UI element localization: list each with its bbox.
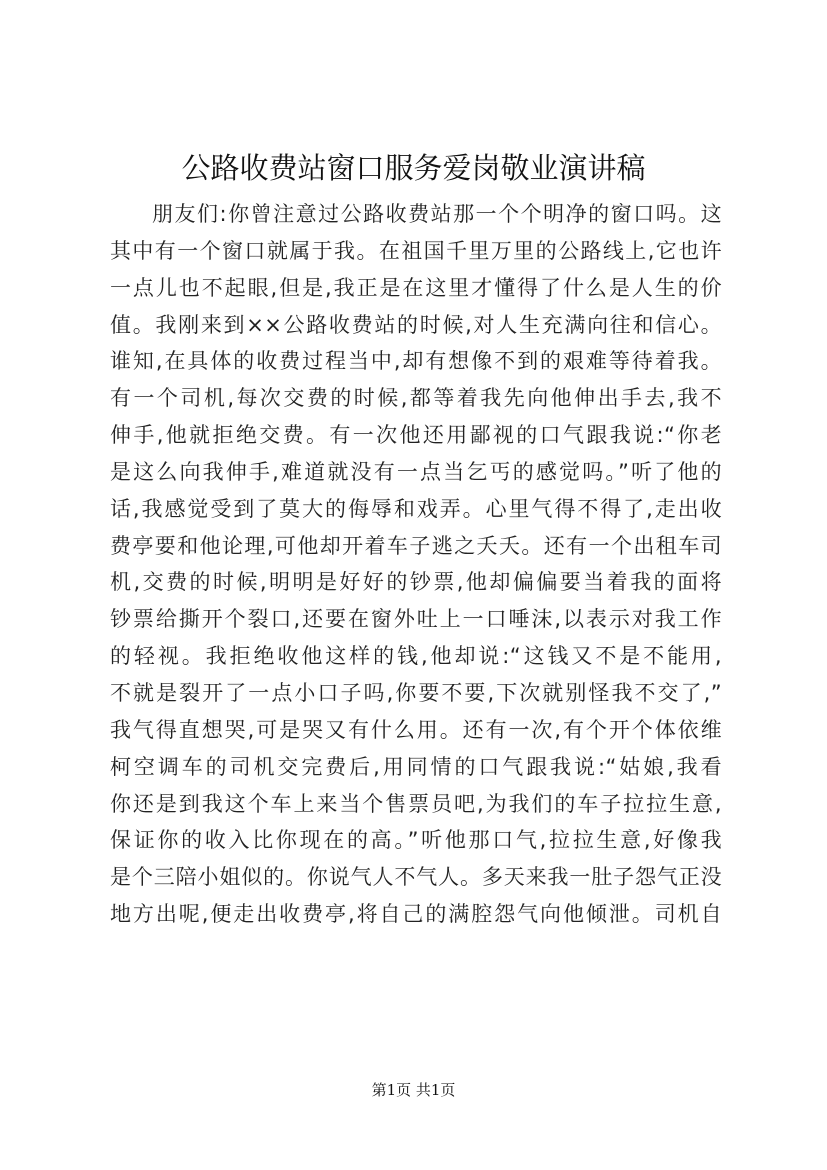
- body-line: 是个三陪小姐似的。你说气人不气人。多天来我一肚子怨气正没: [110, 865, 722, 890]
- body-line: 话,我感觉受到了莫大的侮辱和戏弄。心里气得不得了,走出收: [110, 496, 722, 521]
- body-line: 你还是到我这个车上来当个售票员吧,为我们的车子拉拉生意,: [110, 791, 722, 816]
- body-line: 朋友们:你曾注意过公路收费站那一个个明净的窗口吗。这: [152, 202, 722, 226]
- body-line: 地方出呢,便走出收费亭,将自己的满腔怨气向他倾泄。司机自: [110, 902, 722, 927]
- body-line: 钞票给撕开个裂口,还要在窗外吐上一口唾沫,以表示对我工作: [110, 607, 722, 632]
- body-line: 谁知,在具体的收费过程当中,却有想像不到的艰难等待着我。: [110, 349, 722, 374]
- body-line: 值。我刚来到××公路收费站的时候,对人生充满向往和信心。: [110, 312, 722, 337]
- document-title: 公路收费站窗口服务爱岗敬业演讲稿: [181, 151, 646, 185]
- body-line: 的轻视。我拒绝收他这样的钱,他却说:“这钱又不是不能用,: [110, 644, 722, 669]
- body-line: 我气得直想哭,可是哭又有什么用。还有一次,有个开个体依维: [110, 717, 722, 742]
- body-line: 机,交费的时候,明明是好好的钞票,他却偏偏要当着我的面将: [110, 570, 722, 595]
- body-line: 柯空调车的司机交完费后,用同情的口气跟我说:“姑娘,我看: [110, 754, 722, 779]
- body-line: 其中有一个窗口就属于我。在祖国千里万里的公路线上,它也许: [110, 238, 722, 263]
- body-line: 伸手,他就拒绝交费。有一次他还用鄙视的口气跟我说:“你老: [110, 423, 722, 448]
- document-body: [110, 196, 722, 933]
- body-line: 费亭要和他论理,可他却开着车子逃之夭夭。还有一个出租车司: [110, 533, 722, 558]
- body-line: 有一个司机,每次交费的时候,都等着我先向他伸出手去,我不: [110, 386, 722, 411]
- body-line: 不就是裂开了一点小口子吗,你要不要,下次就别怪我不交了,”: [110, 680, 722, 705]
- body-line: 是这么向我伸手,难道就没有一点当乞丐的感觉吗。”听了他的: [110, 459, 722, 484]
- page-footer: 第1页 共1页: [371, 1081, 456, 1099]
- body-line: 保证你的收入比你现在的高。”听他那口气,拉拉生意,好像我: [110, 828, 722, 853]
- body-line: 一点儿也不起眼,但是,我正是在这里才懂得了什么是人生的价: [110, 275, 722, 300]
